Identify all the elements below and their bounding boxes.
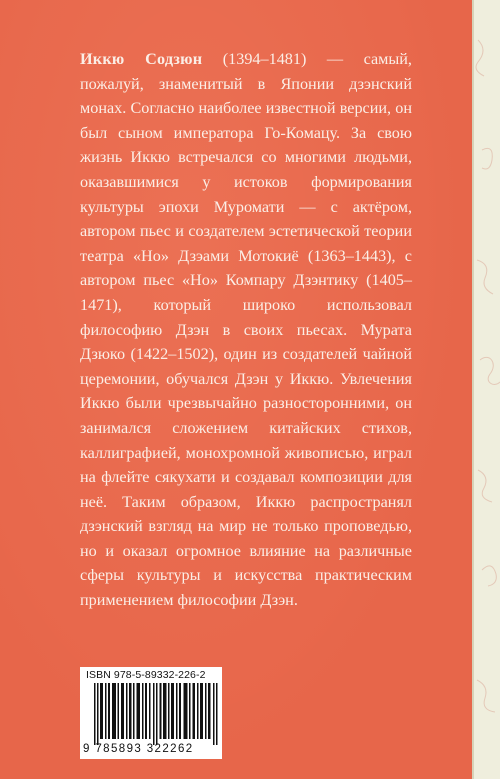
cover-blurb [80, 47, 412, 613]
author-name: Иккю Содзюн [80, 50, 203, 68]
floral-pattern-icon [474, 0, 500, 779]
barcode-icon [94, 683, 218, 745]
barcode-label [80, 667, 222, 759]
book-spine-edge [472, 0, 500, 779]
isbn-number: ISBN 978-5-89332-226-2 [86, 669, 206, 681]
blurb-text: (1394–1481) — самый, пожалуй, знаменитый в Японии дзэнский монах. Согласно наиболее известной версии, он был сыном императора Го-Комацу. За свою жизнь Иккю встречался со многими людьми, оказавшимися у истоков формирования культуры эпохи Муромати — с актёром, автором пьес и создателем эстетической теории театра «Но» Дзэами Мотокиё (1363–1443), с автором пьес «Но» Компару Дзэнтику (1405–1471), который широко использовал философию Дзэн в своих пьесах. Мурата Дзюко (1422–1502), один из создателей чайной церемонии, обучался Дзэн у Иккю. Увлечения Иккю были чрезвычайно разносторонними, он занимался сложением китайских стихов, каллиграфией, монохромной живописью, играл на флейте сякухати и создавал композиции для неё. Таким образом, Иккю распространял дзэнский взгляд на мир не только проповедью, но и оказал огромное влияние на различные сферы культуры и искусства практическим применением философии Дзэн. [80, 50, 412, 610]
ean-digits: 9 785893 322262 [83, 743, 194, 755]
